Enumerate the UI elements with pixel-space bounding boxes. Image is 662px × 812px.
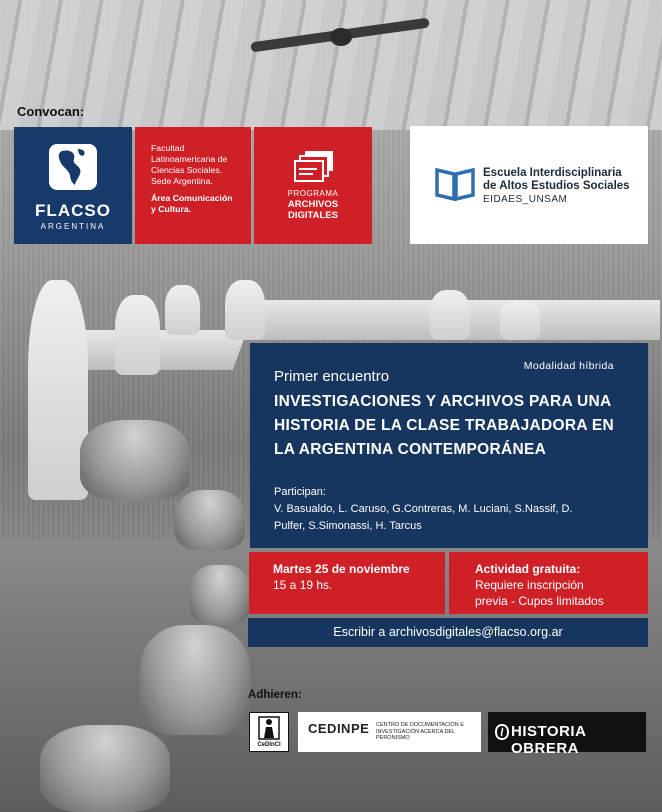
facultad-line: Facultad bbox=[151, 143, 185, 153]
eidaes-short: EIDAES_UNSAM bbox=[483, 194, 568, 205]
facultad-area-line: Área Comunicación bbox=[151, 193, 233, 203]
worker-figure bbox=[115, 295, 160, 375]
programa-top: PROGRAMA bbox=[287, 189, 339, 198]
event-panel bbox=[250, 343, 648, 548]
worker-figure bbox=[430, 290, 470, 340]
convocan-label: Convocan: bbox=[17, 104, 85, 119]
cedinci-logo bbox=[249, 712, 289, 752]
adhieren-label: Adhieren: bbox=[248, 689, 302, 701]
worker-figure bbox=[500, 300, 540, 340]
facultad-line: Latinoamericana de bbox=[151, 154, 228, 164]
event-title-line: LA ARGENTINA CONTEMPORÁNEA bbox=[274, 441, 547, 458]
ceramic-pot bbox=[140, 625, 250, 735]
cedinpe-desc-line: CENTRO DE DOCUMENTACIÓN E bbox=[376, 722, 464, 728]
facultad-line: Sede Argentina. bbox=[151, 176, 213, 186]
open-book-icon bbox=[434, 166, 476, 202]
event-subtitle: Primer encuentro bbox=[274, 368, 390, 385]
contact-email-bar[interactable]: Escribir a archivosdigitales@flacso.org.ar bbox=[248, 618, 648, 647]
globe-icon bbox=[48, 143, 98, 191]
eidaes-name-line: de Altos Estudios Sociales bbox=[483, 180, 630, 192]
event-time: 15 a 19 hs. bbox=[273, 578, 333, 592]
ceramic-pot bbox=[40, 725, 170, 812]
facultad-area-line: y Cultura. bbox=[151, 204, 192, 214]
cedinpe-logo bbox=[298, 712, 481, 752]
facultad-logo bbox=[135, 127, 251, 244]
free-activity-box bbox=[449, 552, 648, 614]
historia-obrera-logo bbox=[488, 712, 646, 757]
event-date: Martes 25 de noviembre bbox=[273, 562, 410, 576]
free-activity-title: Actividad gratuita: bbox=[475, 562, 581, 576]
participants-label: Participan: bbox=[274, 486, 326, 498]
programa-archivos-logo bbox=[254, 127, 372, 244]
programa-name-line: DIGITALES bbox=[288, 210, 338, 221]
participants-line: Pulfer, S.Simonassi, H. Tarcus bbox=[274, 520, 422, 532]
ceramic-pot bbox=[175, 490, 245, 550]
programa-name-line: ARCHIVOS bbox=[287, 199, 339, 210]
modalidad-text: Modalidad híbrida bbox=[523, 360, 614, 372]
eidaes-logo bbox=[410, 126, 648, 244]
historia-obrera-icon bbox=[495, 724, 509, 740]
historia-obrera-name: HISTORIA OBRERA bbox=[511, 723, 586, 757]
cedinci-name: CeDInCI bbox=[257, 742, 281, 748]
ceramic-pot bbox=[80, 420, 190, 500]
facultad-line: Ciencias Sociales. bbox=[151, 165, 222, 175]
cedinpe-desc-line: PERONISMO bbox=[376, 735, 410, 741]
eidaes-name bbox=[483, 167, 630, 193]
free-activity-line: previa - Cupos limitados bbox=[475, 594, 604, 608]
programa-name bbox=[254, 199, 372, 221]
participants-list bbox=[274, 501, 624, 535]
flacso-name: FLACSO bbox=[35, 201, 111, 220]
free-activity-line: Requiere inscripción bbox=[475, 578, 584, 592]
worker-figure bbox=[28, 280, 88, 500]
background-photo-ceiling bbox=[0, 0, 662, 130]
event-title-line: INVESTIGACIONES Y ARCHIVOS PARA UNA bbox=[274, 393, 612, 410]
cedinpe-name: CEDINPE bbox=[308, 721, 370, 736]
cedinpe-desc bbox=[376, 722, 476, 742]
eidaes-name-line: Escuela Interdisciplinaria bbox=[483, 167, 622, 179]
event-title-line: HISTORIA DE LA CLASE TRABAJADORA EN bbox=[274, 417, 615, 434]
ceiling-fan-hub bbox=[330, 28, 352, 46]
participants-line: V. Basualdo, L. Caruso, G.Contreras, M. Luciani, S.Nassif, D. bbox=[274, 503, 573, 515]
cedinpe-desc-line: INVESTIGACIÓN ACERCA DEL bbox=[376, 728, 456, 735]
stacked-pages-icon bbox=[291, 149, 335, 185]
worker-figure bbox=[225, 280, 265, 340]
worker-silhouette-icon bbox=[258, 716, 280, 740]
flacso-sub: ARGENTINA bbox=[40, 222, 106, 231]
event-title bbox=[274, 390, 634, 462]
ceramic-pot bbox=[190, 565, 250, 625]
flacso-logo bbox=[14, 127, 132, 244]
worker-figure bbox=[165, 285, 200, 335]
date-box bbox=[249, 552, 445, 614]
